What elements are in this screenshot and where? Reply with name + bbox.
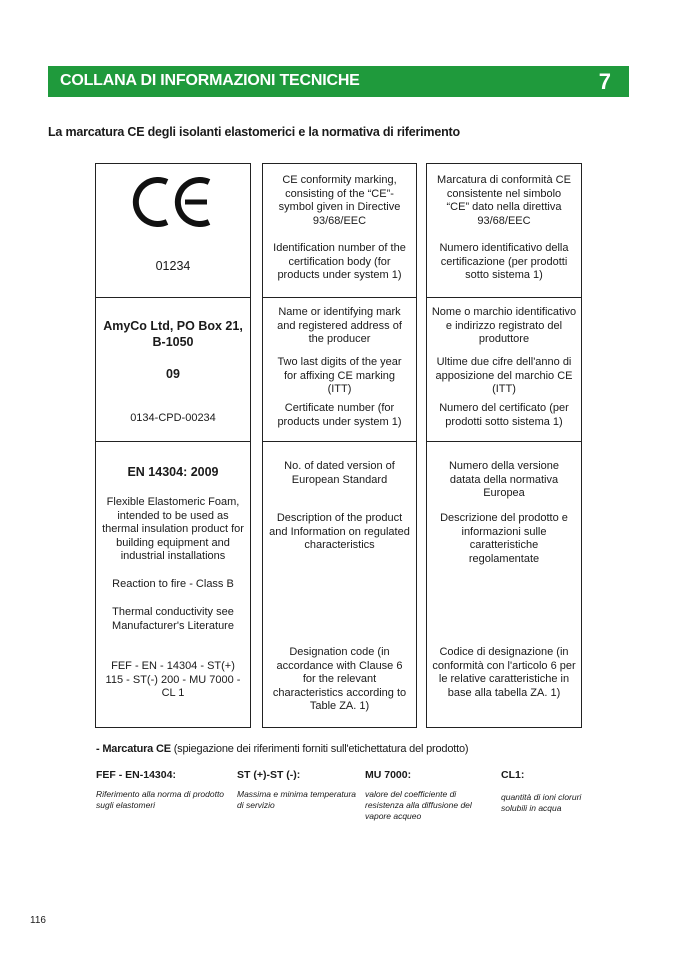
italian-column xyxy=(426,163,582,728)
label-column xyxy=(95,163,251,728)
legend-code: FEF - EN-14304: xyxy=(96,769,176,781)
standard-version: EN 14304: 2009 xyxy=(127,465,219,479)
legend-text: valore del coefficiente di resistenza alla diffusione del vapore acqueo xyxy=(365,789,472,821)
legend-text: quantità di ioni cloruri solubili in acqua xyxy=(501,792,582,813)
reaction-to-fire: Reaction to fire - Class B xyxy=(112,578,234,590)
year-digits: 09 xyxy=(166,367,180,381)
legend-title-bold: - Marcatura CE xyxy=(96,743,171,755)
english-column xyxy=(262,163,417,728)
legend-title xyxy=(96,743,468,755)
designation-code: FEF - EN - 14304 - ST(+) 115 - ST(-) 200 - MU 7000 - CL 1 xyxy=(105,660,241,699)
en-identification: Identification number of the certification body (for products under system 1) xyxy=(273,242,406,281)
divider xyxy=(427,297,581,298)
en-producer: Name or identifying mark and registered address of the producer xyxy=(277,306,402,345)
divider xyxy=(263,297,416,298)
it-year: Ultime due cifre dell'anno di apposizione del marchio CE (ITT) xyxy=(435,356,573,395)
page-subtitle: La marcatura CE degli isolanti elastomerici e la normativa di riferimento xyxy=(48,125,460,139)
en-designation: Designation code (in accordance with Clause 6 for the relevant characteristics according to Table ZA. 1) xyxy=(272,646,407,712)
product-description: Flexible Elastomeric Foam, intended to be used as thermal insulation product for building equipment and industrial installations xyxy=(102,496,244,562)
ce-code: 01234 xyxy=(155,259,191,273)
ce-mark-icon xyxy=(96,176,250,228)
it-version: Numero della versione datata della normativa Europea xyxy=(448,460,560,499)
legend-code: MU 7000: xyxy=(365,769,412,781)
legend-text: Riferimento alla norma di prodotto sugli elastomeri xyxy=(96,789,225,810)
header-title: COLLANA DI INFORMAZIONI TECNICHE xyxy=(60,72,360,89)
legend-text: Massima e minima temperatura di servizio xyxy=(237,789,357,810)
legend-code: CL1: xyxy=(501,769,525,781)
divider xyxy=(96,441,250,442)
it-description: Descrizione del prodotto e informazioni sulle caratteristiche regolamentate xyxy=(440,512,568,565)
en-version: No. of dated version of European Standard xyxy=(284,460,395,486)
section-header xyxy=(48,66,629,97)
page-number: 116 xyxy=(30,915,46,926)
thermal-conductivity: Thermal conductivity see Manufacturer's Literature xyxy=(112,606,234,632)
en-ce-marking: CE conformity marking, consisting of the “CE”-symbol given in Directive 93/68/EEC xyxy=(278,174,401,227)
it-producer: Nome o marchio identificativo e indirizzo registrato del produttore xyxy=(431,306,577,345)
divider xyxy=(427,441,581,442)
divider xyxy=(263,441,416,442)
legend-code: ST (+)-ST (-): xyxy=(237,769,301,781)
company-address: AmyCo Ltd, PO Box 21, B-1050 xyxy=(103,319,243,349)
it-ce-marking: Marcatura di conformità CE consistente nel simbolo “CE” dato nella direttiva 93/68/EEC xyxy=(437,174,571,227)
certificate-number: 0134-CPD-00234 xyxy=(130,412,216,424)
en-year: Two last digits of the year for affixing CE marking (ITT) xyxy=(277,356,402,395)
it-designation: Codice di designazione (in conformità con l'articolo 6 per le relative caratteristiche in base alla tabella ZA. 1) xyxy=(432,646,576,699)
en-description: Description of the product and Information on regulated characteristics xyxy=(269,512,410,551)
divider xyxy=(96,297,250,298)
legend-title-rest: (spiegazione dei riferimenti forniti sull'etichettatura del prodotto) xyxy=(170,743,469,755)
it-identification: Numero identificativo della certificazione (per prodotti sotto sistema 1) xyxy=(439,242,569,281)
it-certificate: Numero del certificato (per prodotti sotto sistema 1) xyxy=(439,402,569,428)
header-number: 7 xyxy=(598,69,611,94)
en-certificate: Certificate number (for products under system 1) xyxy=(277,402,402,428)
